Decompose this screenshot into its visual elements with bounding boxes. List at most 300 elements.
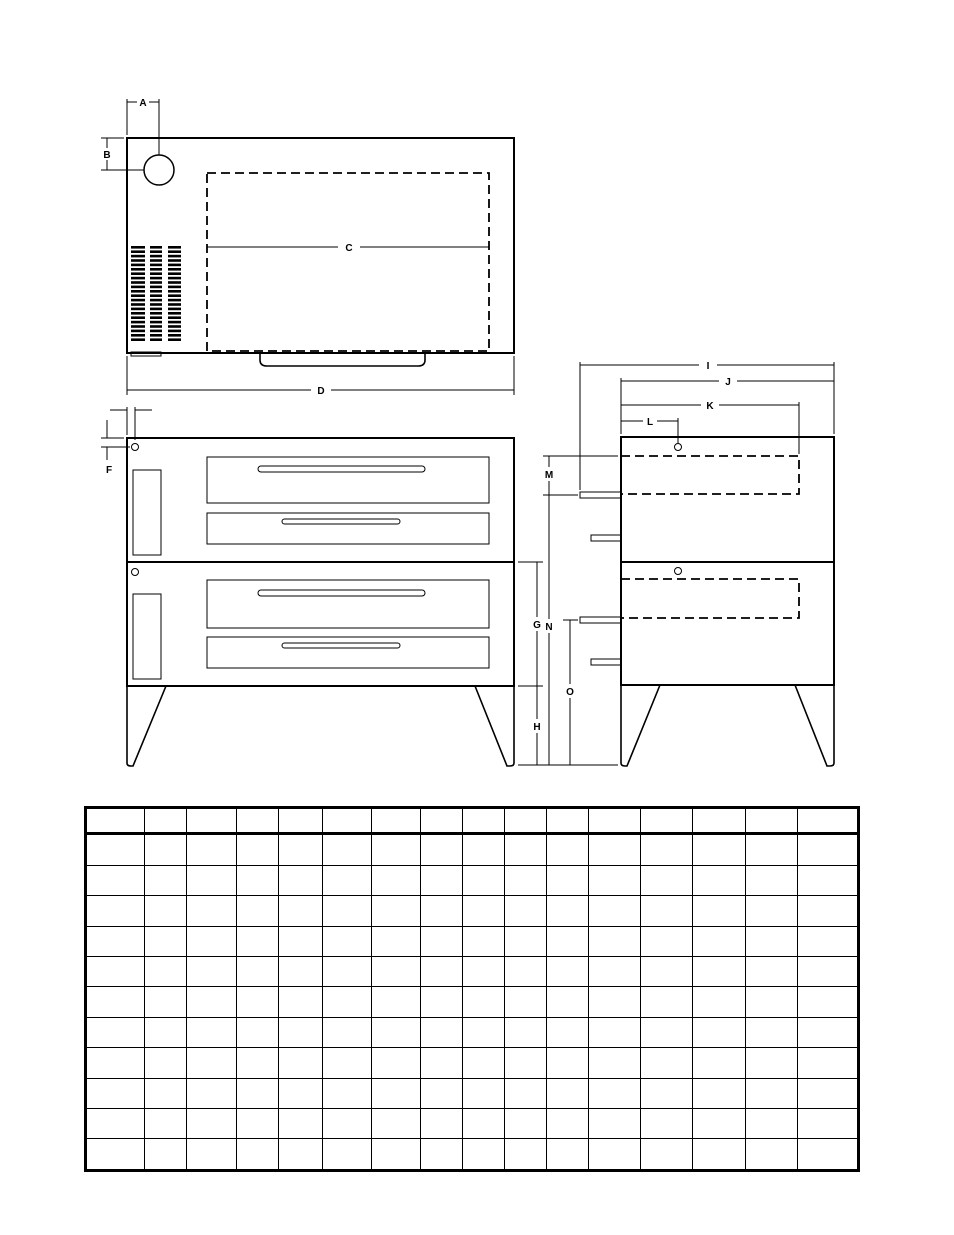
label-N: N	[545, 622, 553, 633]
label-B: B	[103, 150, 111, 161]
vent-slat	[131, 259, 145, 262]
table-cell	[145, 808, 187, 834]
table-cell	[187, 865, 237, 895]
vent-slat	[131, 303, 145, 306]
table-cell	[505, 957, 547, 987]
table-cell	[589, 896, 641, 926]
table-cell	[641, 1017, 693, 1047]
table-cell	[505, 1048, 547, 1078]
table-cell	[505, 1078, 547, 1108]
table-cell	[187, 957, 237, 987]
vent-slat	[168, 272, 181, 275]
table-cell	[237, 1078, 279, 1108]
lower-drawer	[207, 637, 489, 668]
side-lower-deck	[621, 562, 834, 685]
vent-slat	[150, 308, 162, 311]
table-cell	[693, 808, 745, 834]
table-cell	[322, 1109, 371, 1139]
vent-slat	[131, 277, 145, 280]
table-row	[86, 834, 859, 865]
vent-slat	[168, 330, 181, 333]
side-left-leg	[621, 685, 660, 766]
table-cell	[420, 1109, 462, 1139]
vent-slat	[131, 321, 145, 324]
table-cell	[237, 926, 279, 956]
table-cell	[589, 987, 641, 1017]
table-cell	[547, 896, 589, 926]
table-cell	[641, 1139, 693, 1171]
vent-slat	[168, 246, 181, 249]
table-row	[86, 1078, 859, 1108]
table-cell	[462, 834, 504, 865]
table-cell	[589, 1017, 641, 1047]
table-cell	[547, 808, 589, 834]
vent-slat	[150, 330, 162, 333]
dimension-spec-table	[84, 806, 860, 1172]
table-cell	[279, 808, 322, 834]
label-J: J	[725, 377, 731, 388]
table-cell	[462, 926, 504, 956]
table-cell	[322, 987, 371, 1017]
table-cell	[145, 1017, 187, 1047]
table-cell	[420, 865, 462, 895]
vent-slat	[168, 338, 181, 341]
table-cell	[145, 1078, 187, 1108]
top-view-body	[127, 138, 514, 353]
table-cell	[693, 1139, 745, 1171]
vent-slat	[168, 290, 181, 293]
table-cell	[322, 1017, 371, 1047]
table-cell	[371, 834, 420, 865]
vent-slat	[168, 294, 181, 297]
label-G: G	[533, 620, 541, 631]
table-cell	[462, 1109, 504, 1139]
table-cell	[547, 1048, 589, 1078]
vent-slat	[131, 330, 145, 333]
table-cell	[641, 865, 693, 895]
vent-slat	[131, 316, 145, 319]
table-cell	[797, 1078, 858, 1108]
table-cell	[797, 834, 858, 865]
vent-slat	[131, 312, 145, 315]
table-cell	[797, 808, 858, 834]
table-cell	[371, 1139, 420, 1171]
table-cell	[745, 926, 797, 956]
table-cell	[641, 1078, 693, 1108]
table-cell	[371, 1048, 420, 1078]
table-cell	[693, 926, 745, 956]
label-H: H	[533, 722, 541, 733]
table-cell	[279, 926, 322, 956]
upper-door-handle	[258, 466, 425, 472]
table-cell	[589, 865, 641, 895]
vent-slat	[150, 312, 162, 315]
vent-slat	[150, 294, 162, 297]
vent-slat	[131, 246, 145, 249]
vent-slat	[150, 255, 162, 258]
upper-drawer-handle	[282, 519, 400, 524]
upper-pilot-light	[132, 444, 139, 451]
table-cell	[145, 1109, 187, 1139]
label-K: K	[706, 401, 714, 412]
vent-slat	[131, 281, 145, 284]
table-cell	[745, 896, 797, 926]
vent-slat	[131, 272, 145, 275]
table-cell	[322, 1048, 371, 1078]
table-cell	[797, 1109, 858, 1139]
table-cell	[86, 926, 145, 956]
table-cell	[505, 1109, 547, 1139]
table-cell	[237, 834, 279, 865]
table-cell	[279, 987, 322, 1017]
vent-slat	[131, 334, 145, 337]
table-cell	[505, 987, 547, 1017]
table-cell	[693, 957, 745, 987]
front-right-leg	[475, 686, 514, 766]
flue-collar	[144, 155, 174, 185]
table-cell	[322, 808, 371, 834]
table-cell	[462, 865, 504, 895]
table-cell	[589, 957, 641, 987]
label-F: F	[105, 465, 113, 476]
vent-slat	[168, 259, 181, 262]
table-cell	[420, 1139, 462, 1171]
table-cell	[462, 1139, 504, 1171]
table-row	[86, 1048, 859, 1078]
vent-slat	[150, 290, 162, 293]
table-cell	[371, 896, 420, 926]
label-D: D	[317, 386, 325, 397]
side-upper-flue	[675, 444, 682, 451]
side-upper-deck-dashed	[621, 456, 799, 494]
table-row	[86, 957, 859, 987]
table-cell	[745, 1017, 797, 1047]
table-cell	[187, 896, 237, 926]
side-lower-deck-dashed	[621, 579, 799, 618]
vent-slat	[168, 250, 181, 253]
table-cell	[693, 1048, 745, 1078]
vent-slat	[168, 255, 181, 258]
vent-slat	[131, 308, 145, 311]
table-cell	[279, 834, 322, 865]
side-pipe-1	[580, 492, 621, 498]
table-row	[86, 926, 859, 956]
table-cell	[589, 1109, 641, 1139]
table-cell	[589, 1139, 641, 1171]
table-cell	[505, 896, 547, 926]
table-cell	[641, 987, 693, 1017]
table-cell	[589, 1078, 641, 1108]
upper-door	[207, 457, 489, 503]
vent-slat	[150, 316, 162, 319]
label-I: I	[706, 361, 710, 372]
vent-slat	[168, 264, 181, 267]
table-cell	[547, 1109, 589, 1139]
vent-slat	[150, 325, 162, 328]
table-cell	[547, 1017, 589, 1047]
table-cell	[745, 1139, 797, 1171]
table-cell	[371, 1109, 420, 1139]
table-cell	[145, 926, 187, 956]
table-cell	[322, 1078, 371, 1108]
vent-slat	[131, 264, 145, 267]
vent-slat	[168, 303, 181, 306]
lower-door-handle	[258, 590, 425, 596]
table-cell	[420, 957, 462, 987]
vent-slat	[150, 286, 162, 289]
side-pipe-2	[591, 535, 621, 541]
vent-slat	[150, 303, 162, 306]
front-left-leg	[127, 686, 166, 766]
table-cell	[420, 896, 462, 926]
label-M: M	[544, 470, 554, 481]
vent-slat	[131, 294, 145, 297]
table-cell	[145, 957, 187, 987]
door-handle-top	[260, 353, 425, 366]
table-cell	[322, 957, 371, 987]
table-cell	[420, 1017, 462, 1047]
table-cell	[589, 1048, 641, 1078]
table-cell	[420, 808, 462, 834]
table-cell	[279, 865, 322, 895]
vent-slat	[150, 272, 162, 275]
label-A: A	[139, 98, 147, 109]
vent-slat	[168, 316, 181, 319]
table-cell	[547, 1078, 589, 1108]
table-cell	[237, 808, 279, 834]
table-cell	[187, 1078, 237, 1108]
table-cell	[279, 1048, 322, 1078]
table-cell	[86, 1078, 145, 1108]
table-cell	[505, 1139, 547, 1171]
table-cell	[589, 808, 641, 834]
table-cell	[322, 1139, 371, 1171]
table-row	[86, 1017, 859, 1047]
table-cell	[462, 1017, 504, 1047]
table-cell	[797, 926, 858, 956]
side-view	[543, 362, 834, 766]
table-cell	[420, 834, 462, 865]
table-cell	[797, 1139, 858, 1171]
table-cell	[187, 1139, 237, 1171]
table-cell	[237, 987, 279, 1017]
vent-slat	[131, 286, 145, 289]
table-cell	[505, 865, 547, 895]
table-cell	[547, 926, 589, 956]
table-cell	[145, 987, 187, 1017]
table-cell	[797, 1017, 858, 1047]
table-cell	[86, 987, 145, 1017]
vent-slat	[150, 321, 162, 324]
lower-control-panel	[133, 594, 161, 679]
table-cell	[145, 865, 187, 895]
vent-slat	[168, 281, 181, 284]
table-cell	[693, 865, 745, 895]
table-cell	[86, 834, 145, 865]
table-cell	[371, 1017, 420, 1047]
table-cell	[505, 1017, 547, 1047]
table-cell	[237, 957, 279, 987]
vent-slat	[131, 299, 145, 302]
table-cell	[86, 896, 145, 926]
vent-slat	[168, 334, 181, 337]
vent-slat	[150, 299, 162, 302]
table-cell	[589, 834, 641, 865]
table-cell	[187, 1048, 237, 1078]
label-L: L	[646, 417, 654, 428]
label-C: C	[345, 243, 353, 254]
vent-slat	[150, 264, 162, 267]
side-pipe-3	[580, 617, 621, 623]
table-cell	[145, 1139, 187, 1171]
vent-slat	[150, 246, 162, 249]
table-cell	[462, 896, 504, 926]
table-row	[86, 987, 859, 1017]
table-cell	[187, 808, 237, 834]
deck-area-outline	[207, 173, 489, 351]
table-cell	[589, 926, 641, 956]
table-cell	[279, 896, 322, 926]
table-cell	[547, 834, 589, 865]
table-cell	[187, 834, 237, 865]
table-cell	[86, 808, 145, 834]
table-cell	[187, 1109, 237, 1139]
table-cell	[505, 834, 547, 865]
vent-slat	[131, 338, 145, 341]
front-view	[101, 407, 543, 766]
vent-slat	[150, 259, 162, 262]
table-cell	[187, 926, 237, 956]
table-cell	[145, 1048, 187, 1078]
table-cell	[641, 957, 693, 987]
table-cell	[745, 957, 797, 987]
table-cell	[420, 987, 462, 1017]
table-cell	[145, 834, 187, 865]
table-cell	[462, 957, 504, 987]
table-cell	[641, 834, 693, 865]
table-cell	[797, 896, 858, 926]
lower-drawer-handle	[282, 643, 400, 648]
table-cell	[86, 1139, 145, 1171]
table-cell	[745, 987, 797, 1017]
table-cell	[420, 926, 462, 956]
table-cell	[187, 987, 237, 1017]
side-lower-flue	[675, 568, 682, 575]
table-cell	[505, 926, 547, 956]
vent-grille	[131, 246, 181, 341]
table-cell	[641, 808, 693, 834]
table-row	[86, 865, 859, 895]
table-cell	[237, 1109, 279, 1139]
table-cell	[86, 1109, 145, 1139]
table-row	[86, 896, 859, 926]
table-cell	[745, 1109, 797, 1139]
table-cell	[279, 957, 322, 987]
table-cell	[322, 834, 371, 865]
vent-slat	[150, 338, 162, 341]
vent-slat	[131, 290, 145, 293]
table-cell	[797, 1048, 858, 1078]
lower-door	[207, 580, 489, 628]
table-cell	[420, 1048, 462, 1078]
table-cell	[279, 1139, 322, 1171]
table-cell	[462, 1078, 504, 1108]
upper-control-panel	[133, 470, 161, 555]
table-cell	[641, 1048, 693, 1078]
vent-slat	[150, 334, 162, 337]
table-cell	[279, 1109, 322, 1139]
table-cell	[371, 987, 420, 1017]
vent-slat	[168, 321, 181, 324]
vent-slat	[131, 255, 145, 258]
vent-slat	[131, 250, 145, 253]
vent-slat	[168, 299, 181, 302]
label-O: O	[566, 687, 574, 698]
vent-slat	[168, 268, 181, 271]
table-cell	[462, 987, 504, 1017]
table-cell	[237, 865, 279, 895]
vent-slat	[150, 277, 162, 280]
table-cell	[505, 808, 547, 834]
table-cell	[745, 1078, 797, 1108]
table-cell	[745, 808, 797, 834]
table-cell	[547, 1139, 589, 1171]
table-cell	[322, 865, 371, 895]
table-cell	[462, 808, 504, 834]
table-cell	[693, 987, 745, 1017]
table-cell	[187, 1017, 237, 1047]
table-cell	[279, 1078, 322, 1108]
table-cell	[237, 1017, 279, 1047]
table-cell	[797, 957, 858, 987]
table-cell	[641, 896, 693, 926]
table-cell	[693, 896, 745, 926]
vent-slat	[150, 281, 162, 284]
table-cell	[547, 957, 589, 987]
table-cell	[145, 896, 187, 926]
table-cell	[693, 1017, 745, 1047]
table-cell	[693, 1078, 745, 1108]
table-cell	[237, 1048, 279, 1078]
vent-slat	[168, 286, 181, 289]
table-cell	[745, 1048, 797, 1078]
table-cell	[86, 957, 145, 987]
dimension-labels	[103, 98, 730, 733]
vent-slat	[131, 325, 145, 328]
table-cell	[86, 865, 145, 895]
table-cell	[371, 865, 420, 895]
table-cell	[693, 834, 745, 865]
table-cell	[86, 1048, 145, 1078]
vent-slat	[150, 268, 162, 271]
table-cell	[420, 1078, 462, 1108]
table-cell	[641, 926, 693, 956]
table-cell	[237, 896, 279, 926]
table-cell	[693, 1109, 745, 1139]
table-cell	[797, 865, 858, 895]
table-cell	[237, 1139, 279, 1171]
upper-drawer	[207, 513, 489, 544]
top-view	[101, 99, 514, 395]
table-cell	[745, 834, 797, 865]
vent-slat	[131, 268, 145, 271]
table-row	[86, 1109, 859, 1139]
table-cell	[371, 1078, 420, 1108]
table-header-row	[86, 808, 859, 834]
table-cell	[279, 1017, 322, 1047]
table-cell	[462, 1048, 504, 1078]
table-cell	[371, 957, 420, 987]
